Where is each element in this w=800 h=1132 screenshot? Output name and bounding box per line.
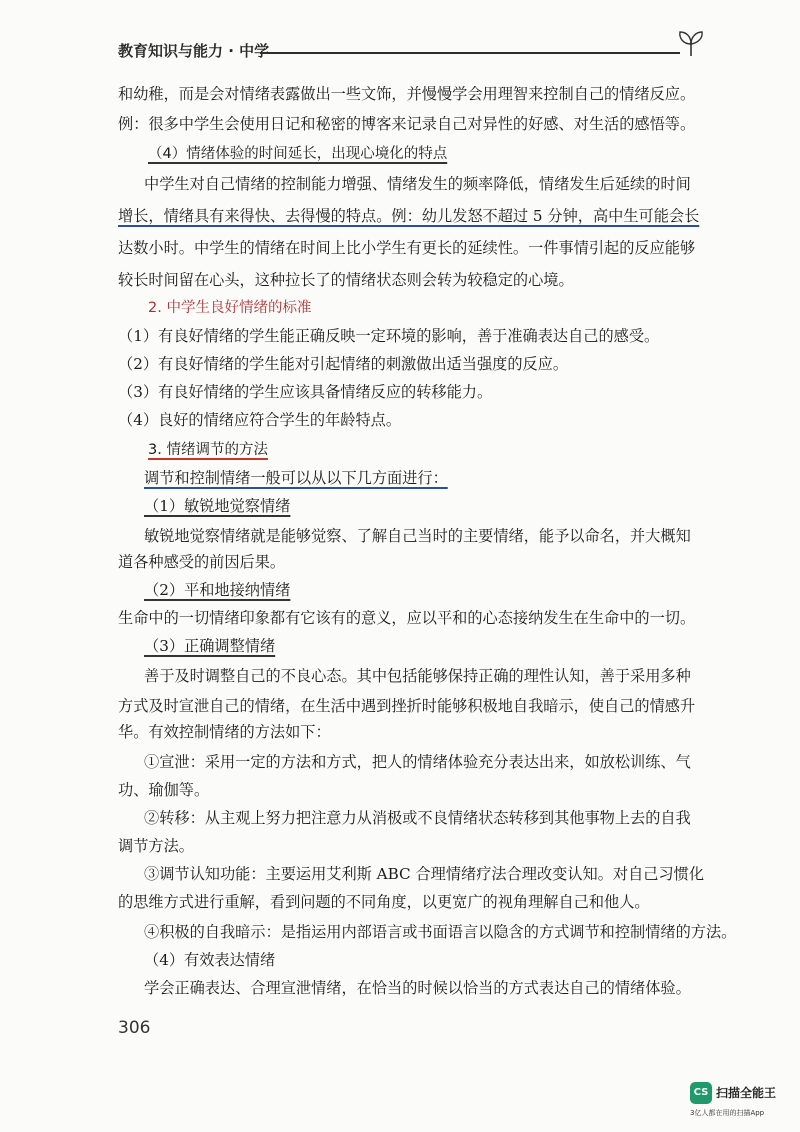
running-header-title: 教育知识与能力 · 中学 [118, 42, 270, 60]
body-line [144, 468, 448, 488]
list-item: （4）良好的情绪应符合学生的年龄特点。 [118, 411, 402, 429]
body-line: 道各种感受的前因后果。 [118, 553, 286, 571]
sprout-icon [674, 28, 708, 58]
section-heading-text: （4）情绪体验的时间延长，出现心境化的特点 [148, 146, 448, 162]
section-heading-text: 2. 中学生良好情绪的标准 [148, 300, 312, 316]
body-line: 生命中的一切情绪印象都有它该有的意义，应以平和的心态接纳发生在生命中的一切。 [118, 609, 696, 627]
body-line: 达数小时。中学生的情绪在时间上比小学生有更长的延续性。一件事情引起的反应能够 [118, 239, 696, 257]
subheading-text: （3）正确调整情绪 [144, 637, 276, 655]
subheading [144, 580, 290, 600]
section-heading-text: 3. 情绪调节的方法 [148, 442, 268, 458]
body-line: 和幼稚，而是会对情绪表露做出一些文饰，并慢慢学会用理智来控制自己的情绪反应。 [118, 85, 696, 103]
body-line: 的思维方式进行重解，看到问题的不同角度，以更宽广的视角理解自己和他人。 [118, 893, 650, 911]
body-line: 例：很多中学生会使用日记和秘密的博客来记录自己对异性的好感、对生活的感悟等。 [118, 115, 696, 133]
subheading: （4）有效表达情绪 [144, 951, 276, 969]
body-line: ②转移：从主观上努力把注意力从消极或不良情绪状态转移到其他事物上去的自我 [144, 809, 691, 827]
subheading-text: （1）敏锐地觉察情绪 [144, 497, 291, 515]
subheading-text: （2）平和地接纳情绪 [144, 581, 291, 599]
section-heading [148, 298, 311, 318]
body-line: 华。有效控制情绪的方法如下： [118, 723, 331, 741]
running-header [118, 36, 703, 64]
body-line: ③调节认知功能：主要运用艾利斯 ABC 合理情绪疗法合理改变认知。对自己习惯化 [144, 865, 705, 883]
header-rule [260, 52, 680, 54]
section-heading [148, 440, 268, 460]
underlined-text: 增长，情绪具有来得快、去得慢的特点。例：幼儿发怒不超过 5 分钟，高中生可能会长 [118, 207, 700, 225]
list-item: （3）有良好情绪的学生应该具备情绪反应的转移能力。 [118, 383, 493, 401]
body-line: 方式及时宣泄自己的情绪，在生活中遇到挫折时能够积极地自我暗示，使自己的情感升 [118, 697, 696, 715]
camscanner-logo: CS [690, 1082, 712, 1104]
body-line: ①宣泄：采用一定的方法和方式，把人的情绪体验充分表达出来，如放松训练、气 [144, 753, 691, 771]
body-line: 调节方法。 [118, 837, 194, 855]
underlined-text: 调节和控制情绪一般可以从以下几方面进行： [144, 469, 448, 487]
list-item: （1）有良好情绪的学生能正确反映一定环境的影响，善于准确表达自己的感受。 [118, 327, 660, 345]
body-line: 中学生对自己情绪的控制能力增强、情绪发生的频率降低，情绪发生后延续的时间 [144, 175, 691, 193]
subheading [144, 496, 290, 516]
subheading [144, 636, 275, 656]
list-item: （2）有良好情绪的学生能对引起情绪的刺激做出适当强度的反应。 [118, 355, 569, 373]
scanner-watermark [690, 1082, 798, 1128]
section-heading [148, 144, 447, 164]
body-line: 功、瑜伽等。 [118, 781, 210, 799]
body-line [118, 206, 699, 226]
body-line: 善于及时调整自己的不良心态。其中包括能够保持正确的理性认知，善于采用多种 [144, 667, 691, 685]
watermark-app-name: 扫描全能王 [716, 1086, 777, 1100]
body-line: 敏锐地觉察情绪就是能够觉察、了解自己当时的主要情绪，能予以命名，并大概知 [144, 527, 691, 545]
body-line: 学会正确表达、合理宣泄情绪，在恰当的时候以恰当的方式表达自己的情绪体验。 [144, 979, 691, 997]
watermark-tagline: 3亿人都在用的扫描App [690, 1109, 765, 1117]
body-line: 较长时间留在心头，这种拉长了的情绪状态则会转为较稳定的心境。 [118, 271, 574, 289]
page-number: 306 [118, 1018, 151, 1038]
body-line: ④积极的自我暗示：是指运用内部语言或书面语言以隐含的方式调节和控制情绪的方法。 [144, 923, 737, 941]
